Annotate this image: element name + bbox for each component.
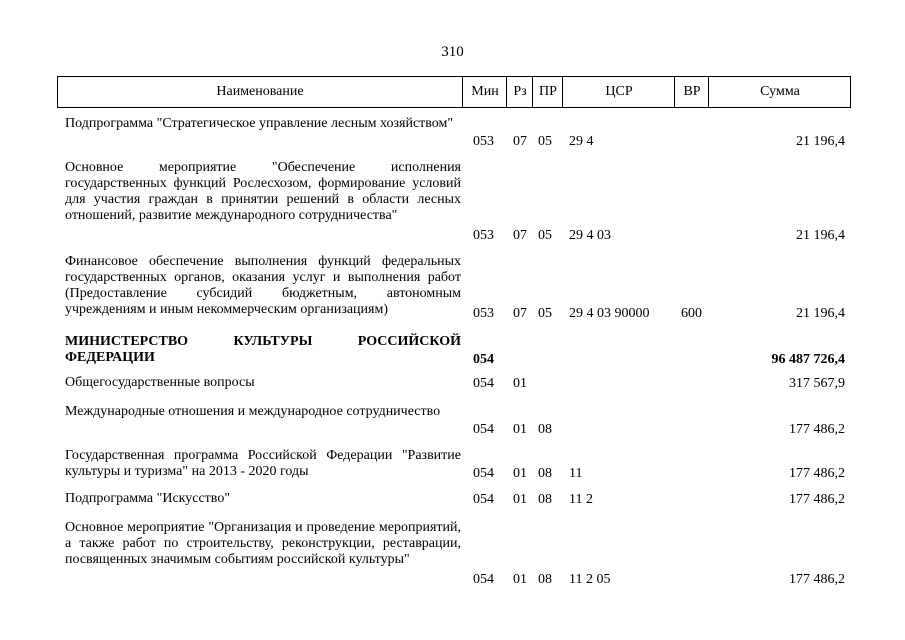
row-sum: 177 486,2 <box>789 572 845 587</box>
row-name: Подпрограмма "Стратегическое управление лесным хозяйством" <box>65 116 454 131</box>
header-sum: Сумма <box>708 77 851 107</box>
row-name: Общегосударственные вопросы <box>65 375 255 390</box>
table-row <box>57 374 851 392</box>
row-rz: 01 <box>513 466 527 481</box>
row-rz: 07 <box>513 228 527 243</box>
row-sum: 177 486,2 <box>789 466 845 481</box>
table-row <box>57 402 851 438</box>
row-rz: 07 <box>513 306 527 321</box>
row-rz: 07 <box>513 134 527 149</box>
row-pr: 05 <box>538 306 552 321</box>
row-csr: 11 2 <box>569 492 593 507</box>
table-row <box>57 252 851 322</box>
page-number: 310 <box>441 44 464 60</box>
budget-table <box>57 76 851 587</box>
row-csr: 29 4 <box>569 134 594 149</box>
row-sum: 21 196,4 <box>796 306 845 321</box>
row-min: 054 <box>473 492 494 507</box>
table-row <box>57 332 851 368</box>
row-rz: 01 <box>513 572 527 587</box>
row-pr: 08 <box>538 466 552 481</box>
table-header <box>57 76 851 108</box>
row-min: 053 <box>473 306 494 321</box>
row-min: 054 <box>473 376 494 391</box>
row-name: Государственная программа Российской Федерации "Развитие культуры и туризма" на 2013 - 2020 годы <box>65 448 461 479</box>
row-min: 054 <box>473 466 494 481</box>
table-row <box>57 114 851 150</box>
row-csr: 29 4 03 90000 <box>569 306 650 321</box>
table-row <box>57 158 851 244</box>
row-name: МИНИСТЕРСТВО КУЛЬТУРЫ РОССИЙСКОЙ ФЕДЕРАЦИИ <box>65 334 461 365</box>
header-vr: ВР <box>674 77 709 107</box>
table-row <box>57 446 851 482</box>
row-sum: 177 486,2 <box>789 422 845 437</box>
row-csr: 11 2 05 <box>569 572 611 587</box>
header-csr: ЦСР <box>562 77 675 107</box>
row-min: 054 <box>473 352 494 367</box>
row-name: Основное мероприятие "Организация и проведение мероприятий, а также работ по строительству, реконструкции, реставрации, посвященных значимым событиям российской культуры" <box>65 520 461 567</box>
row-min: 054 <box>473 572 494 587</box>
row-csr: 29 4 03 <box>569 228 611 243</box>
row-pr: 08 <box>538 572 552 587</box>
row-name: Подпрограмма "Искусство" <box>65 491 231 506</box>
table-row <box>57 490 851 508</box>
row-sum: 96 487 726,4 <box>771 352 845 367</box>
row-min: 053 <box>473 134 494 149</box>
row-min: 053 <box>473 228 494 243</box>
row-sum: 317 567,9 <box>789 376 845 391</box>
row-sum: 21 196,4 <box>796 134 845 149</box>
row-pr: 05 <box>538 134 552 149</box>
header-name: Наименование <box>216 84 304 99</box>
row-vr: 600 <box>681 306 702 321</box>
table-row <box>57 518 851 588</box>
row-pr: 08 <box>538 492 552 507</box>
row-name: Основное мероприятие "Обеспечение исполнения государственных функций Рослесхозом, формирование условий для участия граждан в принятии решений в области лесных отношений, развитие международного сотрудничества" <box>65 160 461 223</box>
row-name: Международные отношения и международное сотрудничество <box>65 404 441 419</box>
row-rz: 01 <box>513 376 527 391</box>
row-rz: 01 <box>513 422 527 437</box>
header-min: Мин <box>462 77 507 107</box>
row-min: 054 <box>473 422 494 437</box>
row-pr: 05 <box>538 228 552 243</box>
row-sum: 21 196,4 <box>796 228 845 243</box>
header-rz: Рз <box>506 77 533 107</box>
row-pr: 08 <box>538 422 552 437</box>
row-csr: 11 <box>569 466 583 481</box>
row-name: Финансовое обеспечение выполнения функций федеральных государственных органов, оказания услуг и выполнения работ (Предоставление субсидий бюджетным, автономным учреждениям и иным некоммерческим организациям) <box>65 254 461 317</box>
row-sum: 177 486,2 <box>789 492 845 507</box>
row-rz: 01 <box>513 492 527 507</box>
header-pr: ПР <box>532 77 563 107</box>
